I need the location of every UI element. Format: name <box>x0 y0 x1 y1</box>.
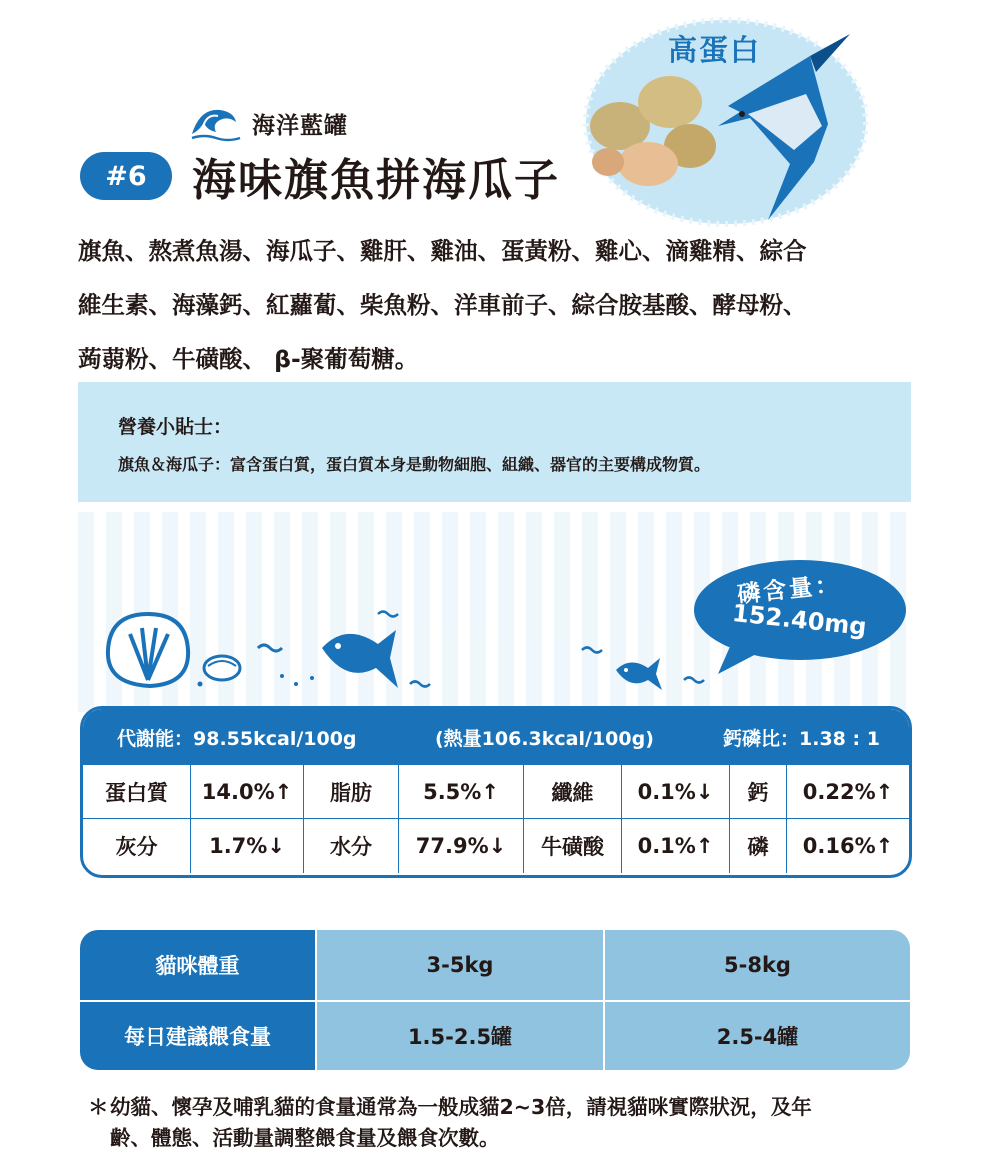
weight-label: 貓咪體重 <box>80 930 315 1002</box>
nutrient-value: 1.7%↓ <box>191 819 304 873</box>
ingredients-list <box>78 224 938 386</box>
nutrient-label: 牛磺酸 <box>524 819 622 873</box>
ingredients-line: 旗魚、熬煮魚湯、海瓜子、雞肝、雞油、蛋黃粉、雞心、滴雞精、綜合 <box>78 237 807 265</box>
footnote-star: ＊ <box>88 1095 109 1119</box>
daily-amount-b: 2.5-4罐 <box>603 1002 910 1070</box>
calories: (熱量106.3kcal/100g) <box>435 728 654 750</box>
nutrient-label: 纖維 <box>524 765 622 819</box>
high-protein-label: 高蛋白 <box>668 33 762 67</box>
nutrient-label: 磷 <box>730 819 787 873</box>
daily-amount-label: 每日建議餵食量 <box>80 1002 315 1070</box>
metabolic-energy: 代謝能：98.55kcal/100g <box>117 728 357 750</box>
nutrient-value: 5.5%↑ <box>399 765 524 819</box>
phosphorus-unit: /100kcal <box>791 637 845 656</box>
phosphorus-value: 152.40mg <box>730 599 868 641</box>
small-fish-icon <box>616 658 662 690</box>
footnote-line: 幼貓、懷孕及哺乳貓的食量通常為一般成貓2~3倍，請視貓咪實際狀況，及年 <box>110 1095 812 1119</box>
nutrient-label: 灰分 <box>83 819 191 873</box>
brand-row <box>190 104 348 142</box>
nutrition-table <box>80 706 912 878</box>
calcium-phosphorus-ratio: 鈣磷比：1.38 : 1 <box>723 728 880 750</box>
brand-name: 海洋藍罐 <box>252 112 348 139</box>
tip-body: 旗魚＆海瓜子：富含蛋白質，蛋白質本身是動物細胞、組織、器官的主要構成物質。 <box>118 455 711 474</box>
daily-amount-a: 1.5-2.5罐 <box>315 1002 603 1070</box>
weight-range-b: 5-8kg <box>603 930 910 1002</box>
nutrient-label: 蛋白質 <box>83 765 191 819</box>
nutrient-label: 水分 <box>304 819 399 873</box>
feeding-table <box>80 930 910 1070</box>
scallop-shell-icon <box>108 614 188 686</box>
nutrient-value: 77.9%↓ <box>399 819 524 873</box>
tip-title: 營養小貼士： <box>118 416 233 438</box>
product-title: 海味旗魚拼海瓜子 <box>192 155 560 206</box>
feeding-footnote <box>88 1092 918 1154</box>
nutrient-value: 0.16%↑ <box>802 834 894 858</box>
clam-shell-icon <box>204 656 240 680</box>
wave-icon <box>190 104 242 142</box>
product-number-badge: #6 <box>80 152 172 200</box>
weight-range-a: 3-5kg <box>315 930 603 1002</box>
nutrient-label: 脂肪 <box>304 765 399 819</box>
nutrient-value: 0.1%↓ <box>622 765 730 819</box>
footnote-line: 齡、體態、活動量調整餵食量及餵食次數。 <box>110 1126 500 1150</box>
ingredients-line: 蒟蒻粉、牛磺酸、 β-聚葡萄糖。 <box>78 345 419 373</box>
ingredients-line: 維生素、海藻鈣、紅蘿蔔、柴魚粉、洋車前子、綜合胺基酸、酵母粉、 <box>78 291 807 319</box>
nutrient-label: 鈣 <box>730 765 787 819</box>
sea-decoration <box>100 600 720 700</box>
fish-icon <box>322 630 398 688</box>
nutrition-tip-box <box>78 382 911 502</box>
nutrition-grid <box>83 765 909 873</box>
nutrient-value: 14.0%↑ <box>191 765 304 819</box>
phosphorus-label: 磷含量： <box>736 571 843 609</box>
nutrition-header <box>83 709 909 765</box>
nutrient-value: 0.22%↑ <box>787 765 909 819</box>
nutrient-value: 0.1%↑ <box>622 819 730 873</box>
